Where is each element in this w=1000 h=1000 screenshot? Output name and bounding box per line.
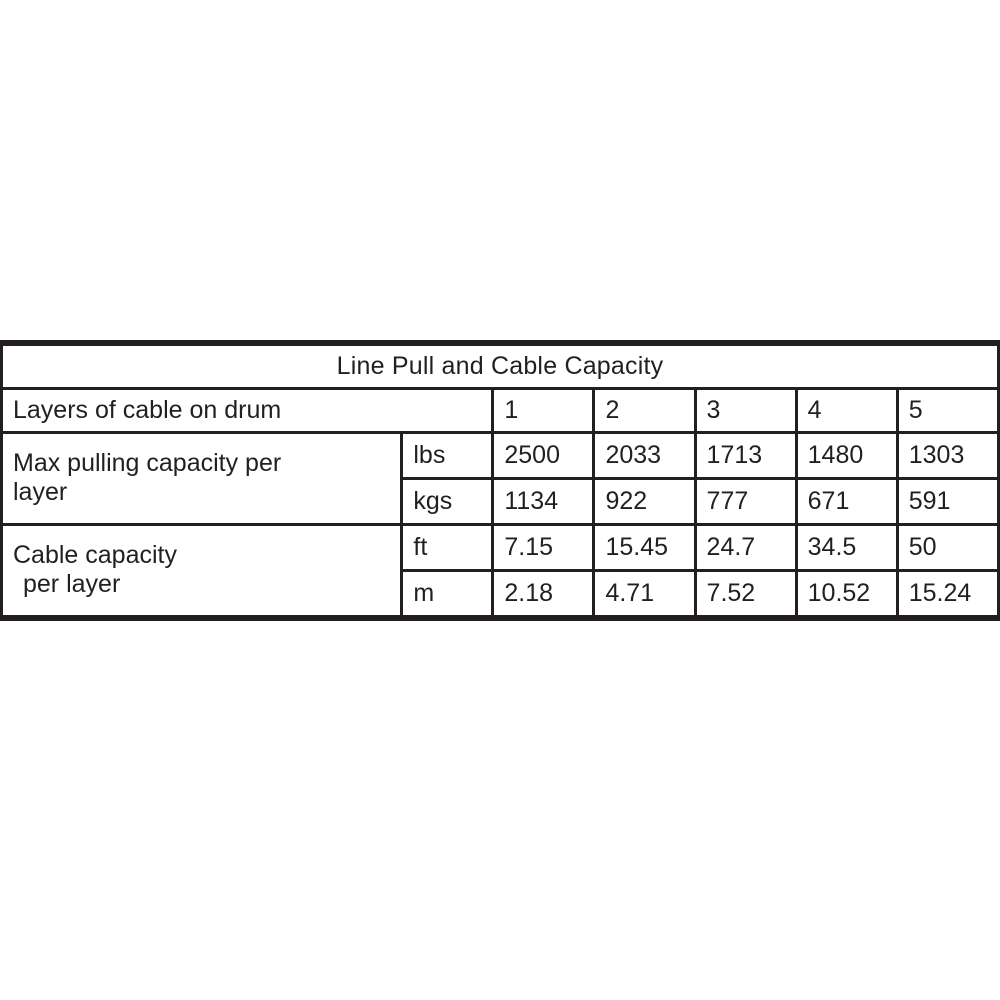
layer-header-3: 3 xyxy=(695,388,796,432)
cable-capacity-m-layer-3: 7.52 xyxy=(695,570,796,616)
cable-capacity-ft-layer-3: 24.7 xyxy=(695,524,796,570)
table-row xyxy=(2,524,999,570)
table-title-row xyxy=(2,345,999,389)
max-pull-lbs-layer-5: 1303 xyxy=(897,432,998,478)
max-pull-lbs-layer-4: 1480 xyxy=(796,432,897,478)
table-row xyxy=(2,432,999,478)
table-title: Line Pull and Cable Capacity xyxy=(2,345,999,389)
max-pulling-capacity-label-line2: layer xyxy=(13,478,68,506)
max-pull-kgs-layer-5: 591 xyxy=(897,478,998,524)
max-pulling-capacity-label-line1: Max pulling capacity per xyxy=(13,449,282,478)
cable-capacity-label-line2: per layer xyxy=(23,570,121,598)
table-row xyxy=(2,388,999,432)
unit-ft: ft xyxy=(402,524,493,570)
cable-capacity-m-layer-1: 2.18 xyxy=(493,570,594,616)
cable-capacity-label xyxy=(2,524,402,616)
layer-header-2: 2 xyxy=(594,388,695,432)
cable-capacity-m-layer-4: 10.52 xyxy=(796,570,897,616)
layer-header-5: 5 xyxy=(897,388,998,432)
line-pull-and-cable-capacity-table xyxy=(0,343,1000,618)
max-pulling-capacity-label xyxy=(2,432,402,524)
cable-capacity-ft-layer-5: 50 xyxy=(897,524,998,570)
cable-capacity-ft-layer-4: 34.5 xyxy=(796,524,897,570)
layer-header-1: 1 xyxy=(493,388,594,432)
max-pull-lbs-layer-3: 1713 xyxy=(695,432,796,478)
unit-lbs: lbs xyxy=(402,432,493,478)
unit-kgs: kgs xyxy=(402,478,493,524)
cable-capacity-m-layer-2: 4.71 xyxy=(594,570,695,616)
cable-capacity-ft-layer-1: 7.15 xyxy=(493,524,594,570)
max-pull-kgs-layer-3: 777 xyxy=(695,478,796,524)
max-pull-kgs-layer-1: 1134 xyxy=(493,478,594,524)
cable-capacity-m-layer-5: 15.24 xyxy=(897,570,998,616)
max-pull-kgs-layer-2: 922 xyxy=(594,478,695,524)
unit-m: m xyxy=(402,570,493,616)
max-pull-lbs-layer-2: 2033 xyxy=(594,432,695,478)
layers-of-cable-label: Layers of cable on drum xyxy=(2,388,493,432)
cable-capacity-ft-layer-2: 15.45 xyxy=(594,524,695,570)
max-pull-kgs-layer-4: 671 xyxy=(796,478,897,524)
max-pull-lbs-layer-1: 2500 xyxy=(493,432,594,478)
cable-capacity-label-line1: Cable capacity xyxy=(13,541,177,570)
line-pull-table-block xyxy=(0,340,1000,621)
layer-header-4: 4 xyxy=(796,388,897,432)
